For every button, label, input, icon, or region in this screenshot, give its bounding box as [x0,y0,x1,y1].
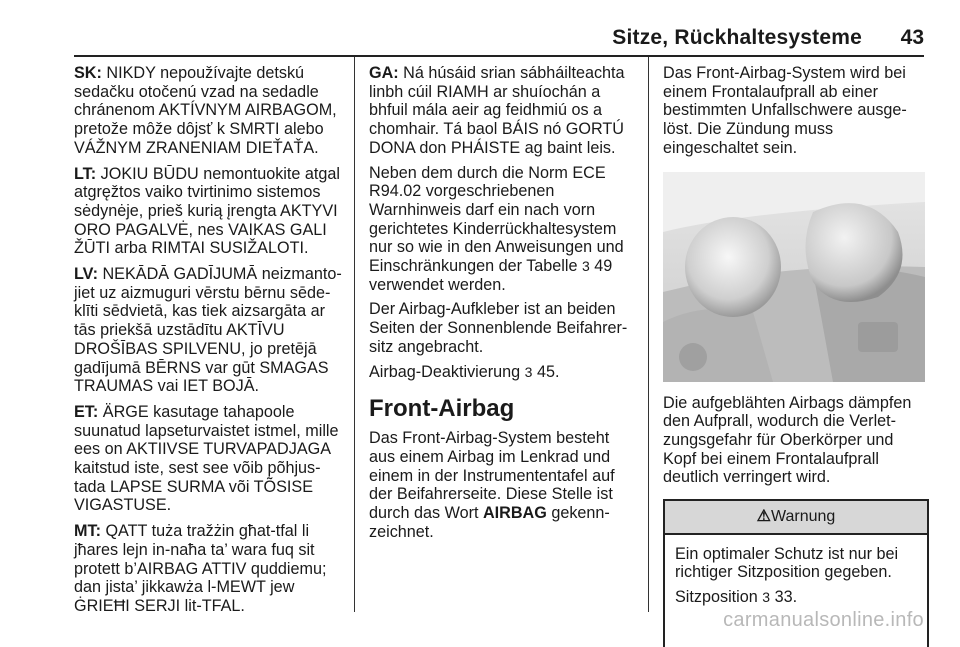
page-header-title: Sitze, Rückhaltesysteme [612,26,862,49]
warning-title: Warnung [771,508,836,526]
warning-paragraph-lt: LT: JOKIU BŪDU nemontuokite atgal atgręžtos vaiko tvirtinimo sistemos sėdynėje, prieš kurią įrengta AKTYVI ORO PAGALVĖ, nes VAIKAS GALI ŽŪTI arba RIMTAI SUSIŽALOTI. [74,164,340,258]
page-ref-icon: 3 [762,589,771,606]
page-ref-link[interactable]: 45. [536,362,560,381]
front-airbag-paragraph: Das Front-Airbag-System besteht aus einem Airbag im Lenkrad und einem in der Instrumententafel auf der Beifahrerseite. Diese Stelle ist durch das Wort AIRBAG gekenn-zeichnet. [369,429,615,541]
header-divider [74,55,924,57]
warning-triangle-icon: ⚠ [756,508,771,526]
warning-header [665,501,927,535]
warning-paragraph-mt: MT: QATT tuża tražżin għat-tfal li jħares lejn in-naħa ta’ wara fuq sit protett b’AIRBAG ATTIV quddiemu; dan jista’ jikkawża l-MEWT jew ĠRIEĦI SERJI lit-TFAL. [74,522,327,615]
deployment-paragraph: Das Front-Airbag-System wird bei einem Frontalaufprall ab einer bestimmten Unfallschwere ausge-löst. Die Zündung muss eingeschaltet sein. [663,64,907,157]
page-ref-icon: 3 [524,363,533,380]
child-seat-paragraph: Neben dem durch die Norm ECE R94.02 vorgeschriebenen Warnhinweis darf ein nach vorn gerichtetes Kinderrückhaltesystem nur so wie in den Anweisungen und Einschränkungen der Tabelle 3 49 verwendet werden. [369,163,624,294]
column-2 [369,64,631,547]
warning-body [665,535,927,607]
page-ref-link[interactable]: 49 [594,257,613,276]
warning-paragraph-et: ET: ÄRGE kasutage tahapoole suunatud lapseturvaistet istmel, mille ees on AKTIIVSE TURVAPADJAGA kaitstud iste, sest see võib põhjus-tada LAPSE SURMA või TÕSISE VIGASTUSE. [74,402,339,515]
warning-paragraph-sk: SK: NIKDY nepoužívajte detskú sedačku otočenú vzad na sedadle chránenom AKTÍVNYM AIRBAGOM, pretože môže dôjsť k SMRTI alebo VÁŽNYM ZRANENIAM DIEŤAŤA. [74,64,337,157]
airbag-label-paragraph: Der Airbag-Aufkleber ist an beiden Seiten der Sonnenblende Beifahrer-sitz angebracht. [369,300,628,356]
deactivation-paragraph: Airbag-Deaktivierung 3 45. [369,362,560,381]
column-3 [663,64,927,647]
page-number: 43 [900,26,924,49]
warning-reference: Sitzposition 3 33. [675,588,798,607]
column-divider-2 [648,57,649,612]
column-1 [74,64,348,623]
airbag-illustration-graphic [663,172,925,382]
airbag-illustration [663,172,925,382]
page-ref-link[interactable]: 33. [774,588,798,607]
airbag-effect-paragraph: Die aufgeblähten Airbags dämpfen den Aufprall, wodurch die Verlet-zungsgefahr für Oberkörper und Kopf bei einem Frontalaufprall deutlich verringert wird. [663,393,912,487]
warning-paragraph-lv: LV: NEKĀDĀ GADĪJUMĀ neizmanto-jiet uz aizmuguri vērstu bērnu sēde-klīti sēdvietā, kas tiek aizsargāta ar tās priekšā uzstādītu AKTĪVU DROŠĪBAS SPILVENU, jo pretējā gadījumā BĒRNS var gūt SMAGAS TRAUMAS vai IET BOJĀ. [74,265,342,396]
page-ref-icon: 3 [581,258,590,275]
warning-paragraph-ga: GA: Ná húsáid srian sábháilteachta linbh cúil RIAMH ar shuíochán a bhfuil mála aeir ag feidhmiú os a chomhair. Tá baol BÁIS nó GORTÚ DONA don PHÁISTE ag baint leis. [369,64,625,157]
warning-text: Ein optimaler Schutz ist nur bei richtiger Sitzposition gegeben. [675,544,899,582]
watermark: carmanualsonline.info [723,609,924,631]
column-divider-1 [354,57,355,612]
section-title: Front-Airbag [369,395,515,423]
